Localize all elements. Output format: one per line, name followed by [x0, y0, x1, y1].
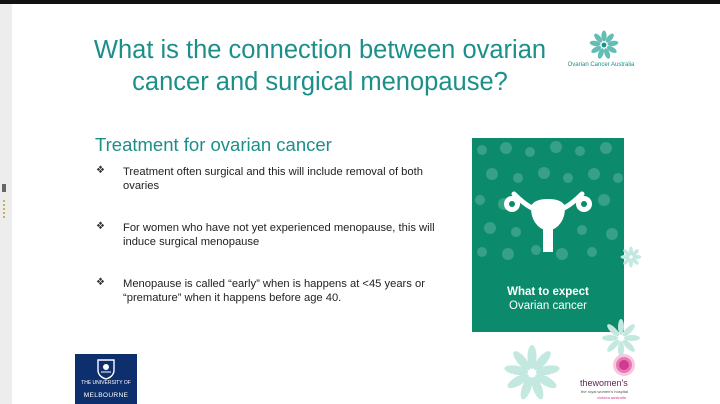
- bullet-text: Menopause is called “early” when is happens at <45 years or “premature” when it happens before age 40.: [123, 278, 425, 304]
- bullet-text: For women who have not yet experienced menopause, this will induce surgical menopause: [123, 222, 435, 248]
- diamond-bullet-icon: ❖: [96, 165, 105, 176]
- unimelb-logo-top-text: THE UNIVERSITY OF: [81, 380, 131, 386]
- flower-icon: [620, 244, 642, 270]
- flower-icon: [589, 31, 618, 60]
- section-subtitle: Treatment for ovarian cancer: [95, 134, 332, 155]
- card-title: What to expect: [507, 286, 589, 298]
- drag-handle-dots[interactable]: [3, 200, 7, 218]
- oca-logo-text: Ovarian Cancer Australia: [567, 62, 635, 68]
- bullet-text: Treatment often surgical and this will include removal of both ovaries: [123, 166, 423, 192]
- university-of-melbourne-logo: [75, 354, 137, 404]
- thewomens-logo-text: thewomen's: [580, 378, 628, 388]
- diamond-bullet-icon: ❖: [96, 277, 105, 288]
- card-subtitle: Ovarian cancer: [509, 300, 587, 312]
- thewomens-logo-subtext: the royal women's hospital: [581, 389, 629, 394]
- crest-icon: [95, 358, 117, 380]
- slide-panel-gutter: [0, 4, 12, 404]
- slide-title: What is the connection between ovarian cancer and surgical menopause?: [93, 36, 547, 96]
- flower-icon: [500, 342, 564, 404]
- unimelb-logo-name: MELBOURNE: [83, 392, 129, 399]
- diamond-bullet-icon: ❖: [96, 221, 105, 232]
- what-to-expect-cover: [472, 138, 624, 332]
- uterus-icon: [502, 178, 594, 256]
- collapse-handle[interactable]: [2, 184, 6, 192]
- womens-hospital-flower-icon: [610, 352, 638, 378]
- thewomens-logo-subtext: victoria australia: [597, 395, 626, 400]
